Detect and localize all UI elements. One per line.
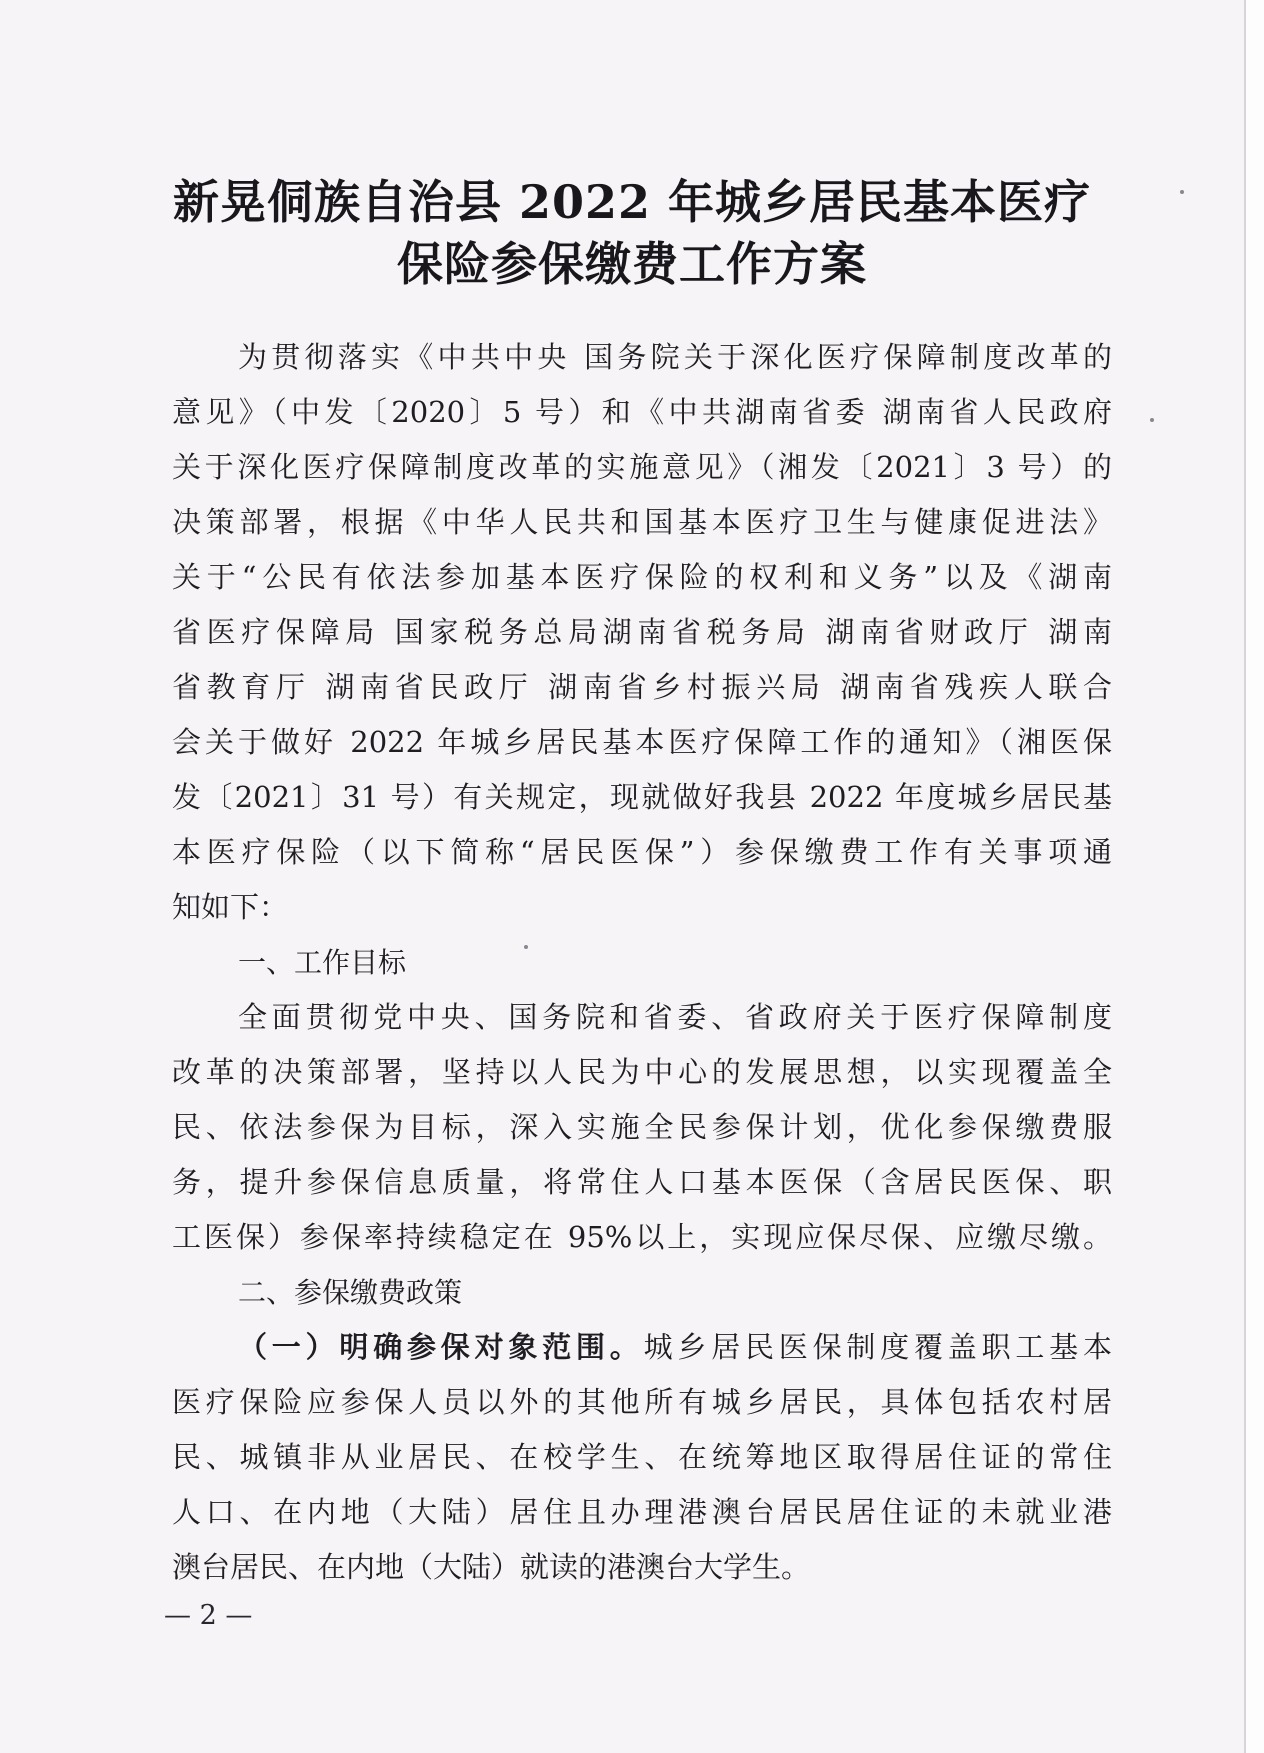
scan-speck xyxy=(1180,190,1184,194)
section-1-line: 工医保）参保率持续稳定在 95%以上，实现应保尽保、应缴尽缴。 xyxy=(172,1220,1112,1254)
intro-line: 为贯彻落实《中共中央 国务院关于深化医疗保障制度改革的 xyxy=(238,340,1112,374)
subsection-1-line: 澳台居民、在内地（大陆）就读的港澳台大学生。 xyxy=(172,1550,811,1584)
intro-line: 发〔2021〕31 号）有关规定，现就做好我县 2022 年度城乡居民基 xyxy=(172,780,1112,814)
intro-line: 决策部署，根据《中华人民共和国基本医疗卫生与健康促进法》 xyxy=(172,505,1112,539)
document-body xyxy=(172,330,1112,1595)
subsection-1-first-line-rest: 城乡居民医保制度覆盖职工基本 xyxy=(643,1330,1112,1364)
document-title-line-1: 新晃侗族自治县 2022 年城乡居民基本医疗 xyxy=(172,175,1092,229)
scan-speck xyxy=(524,945,528,949)
section-1-line: 民、依法参保为目标，深入实施全民参保计划，优化参保缴费服 xyxy=(172,1110,1112,1144)
section-1-line: 全面贯彻党中央、国务院和省委、省政府关于医疗保障制度 xyxy=(238,1000,1112,1034)
intro-line: 省教育厅 湖南省民政厅 湖南省乡村振兴局 湖南省残疾人联合 xyxy=(172,670,1112,704)
subsection-1-line: 民、城镇非从业居民、在校学生、在统筹地区取得居住证的常住 xyxy=(172,1440,1112,1474)
intro-line: 省医疗保障局 国家税务总局湖南省税务局 湖南省财政厅 湖南 xyxy=(172,615,1112,649)
section-1-line: 务，提升参保信息质量，将常住人口基本医保（含居民医保、职 xyxy=(172,1165,1112,1199)
section-heading-work-goal: 一、工作目标 xyxy=(238,946,407,979)
intro-line: 关于“公民有依法参加基本医疗保险的权利和义务”以及《湖南 xyxy=(172,560,1112,594)
scan-speck xyxy=(1150,418,1154,422)
intro-line: 会关于做好 2022 年城乡居民基本医疗保障工作的通知》（湘医保 xyxy=(172,725,1112,759)
intro-line: 本医疗保险（以下简称“居民医保”）参保缴费工作有关事项通 xyxy=(172,835,1112,869)
page-number: — 2 — xyxy=(164,1600,253,1631)
section-1-line: 改革的决策部署，坚持以人民为中心的发展思想，以实现覆盖全 xyxy=(172,1055,1112,1089)
intro-line: 关于深化医疗保障制度改革的实施意见》（湘发〔2021〕3 号）的 xyxy=(172,450,1112,484)
subsection-1-line: 人口、在内地（大陆）居住且办理港澳台居民居住证的未就业港 xyxy=(172,1495,1112,1529)
intro-line: 意见》（中发〔2020〕5 号）和《中共湖南省委 湖南省人民政府 xyxy=(172,395,1112,429)
subsection-1-first-line xyxy=(172,1320,1112,1375)
document-title-line-2: 保险参保缴费工作方案 xyxy=(397,237,867,291)
subsection-1-lead: （一）明确参保对象范围。 xyxy=(238,1330,644,1364)
section-heading-policy: 二、参保缴费政策 xyxy=(238,1276,463,1309)
intro-line: 知如下： xyxy=(172,890,289,924)
subsection-1-line: 医疗保险应参保人员以外的其他所有城乡居民，具体包括农村居 xyxy=(172,1385,1112,1419)
